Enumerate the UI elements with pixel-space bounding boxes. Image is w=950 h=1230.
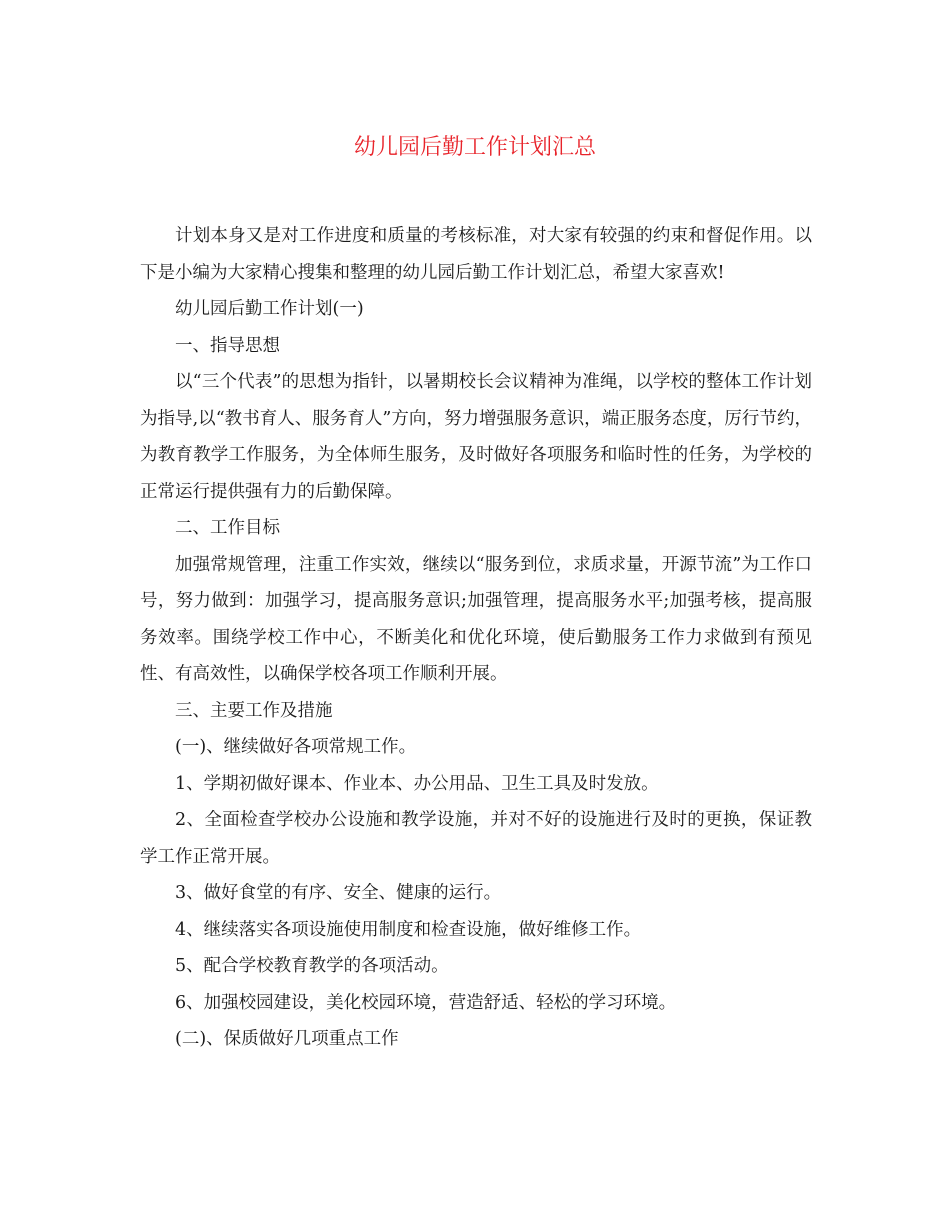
- guiding-thought-paragraph: 以“三个代表”的思想为指针，以暑期校长会议精神为准绳，以学校的整体工作计划为指导,以“教书育人、服务育人”方向，努力增强服务意识，端正服务态度，厉行节约，为教育教学工作服务，为全体师生服务，及时做好各项服务和临时性的任务，为学校的正常运行提供强有力的后勤保障。: [140, 372, 812, 502]
- list-item: 6、加强校园建设，美化校园环境，营造舒适、轻松的学习环境。: [175, 992, 677, 1013]
- section-heading-guiding-thought: 一、指导思想: [175, 335, 280, 356]
- list-item: 5、配合学校教育教学的各项活动。: [175, 956, 449, 976]
- list-item: 2、全面检查学校办公设施和教学设施，并对不好的设施进行及时的更换，保证教学工作正常开展。: [140, 810, 812, 867]
- section-heading-work-goals: 二、工作目标: [175, 518, 280, 538]
- list-item: 4、继续落实各项设施使用制度和检查设施，做好维修工作。: [175, 919, 642, 940]
- document-body: [140, 218, 812, 1058]
- intro-paragraph: 计划本身又是对工作进度和质量的考核标准，对大家有较强的约束和督促作用。以下是小编为大家精心搜集和整理的幼儿园后勤工作计划汇总，希望大家喜欢!: [140, 226, 812, 283]
- subsection-heading-routine-work: (一)、继续做好各项常规工作。: [175, 737, 417, 757]
- document-title: 幼儿园后勤工作计划汇总: [353, 135, 596, 160]
- list-item: 1、学期初做好课本、作业本、办公用品、卫生工具及时发放。: [175, 773, 659, 794]
- section-heading-main-work: 三、主要工作及措施: [175, 700, 333, 721]
- work-goals-paragraph: 加强常规管理，注重工作实效，继续以“服务到位，求质求量，开源节流”为工作口号，努力做到：加强学习，提高服务意识;加强管理，提高服务水平;加强考核，提高服务效率。围绕学校工作中心，不断美化和优化环境，使后勤服务工作力求做到有预见性、有高效性，以确保学校各项工作顺利开展。: [140, 554, 812, 684]
- subsection-heading-key-work: (二)、保质做好几项重点工作: [175, 1029, 399, 1049]
- list-item: 3、做好食堂的有序、安全、健康的运行。: [175, 883, 502, 903]
- plan-heading: 幼儿园后勤工作计划(一): [175, 299, 364, 319]
